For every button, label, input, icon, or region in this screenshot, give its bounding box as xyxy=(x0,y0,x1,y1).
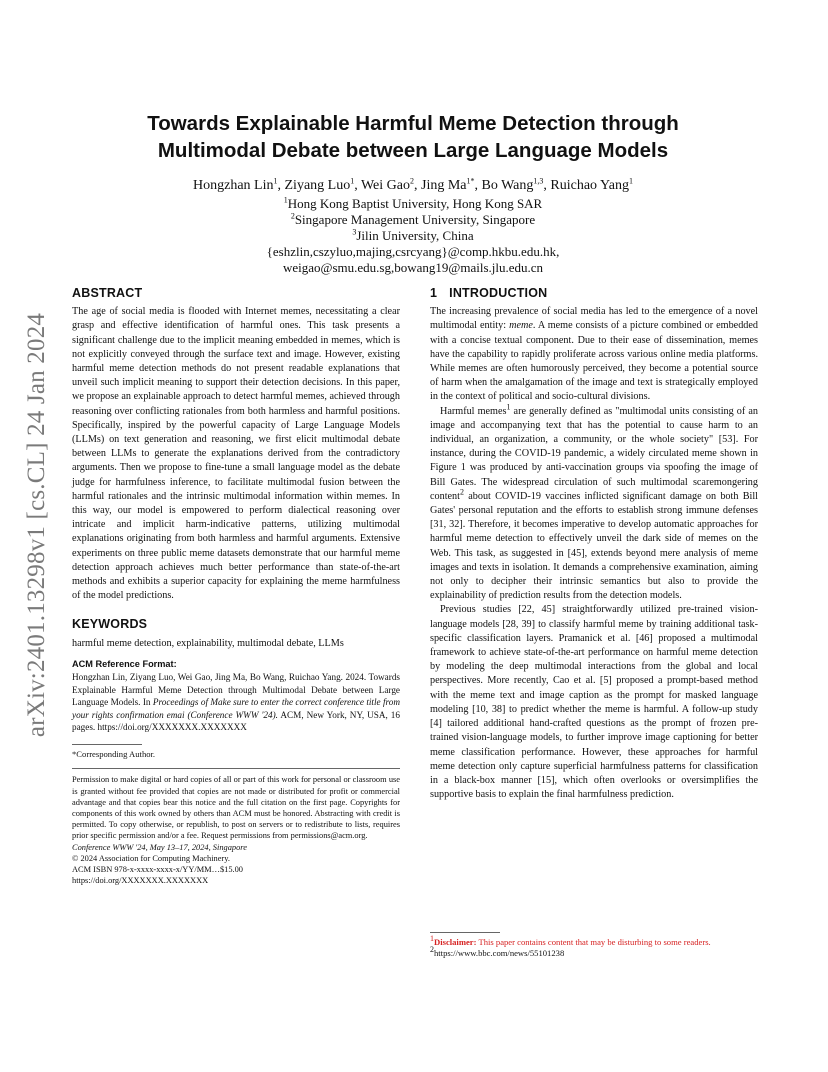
intro-paragraph-3: Previous studies [22, 45] straightforwardly utilized pre-trained vision-language models [28, 39] to classify harmful meme by training additional task-specific classification layers. Pramanick et al. [46] proposed a multimodal framework to achieve state-of-the-art performance on harmful meme detection by modeling the deep multimodal interactions from the global and local perspectives. More recently, Cao et al. [5] proposed a prompt-based method with the meme text and image caption as the prompt for masked language modeling [10, 38] to predict whether the meme is harmful. A follow-up study [4] tailored additional hand-crafted questions as the prompt of frozen pre-trained vision-language models, to further improve image captioning for better meme classification performance. However, these approaches for harmful meme detection only capture superficial harmfulness patterns for classification in a black-box manner [15], which often overlooks or oversimplifies the supportive basis to explain the final harmfulness prediction. xyxy=(430,604,758,801)
right-column xyxy=(430,286,758,802)
author-sup: 1 xyxy=(628,176,633,186)
bbc-news-link[interactable]: https://www.bbc.com/news/55101238 xyxy=(434,948,565,959)
disclaimer-footnote: $^1$Disclaimer: This paper contains content that may be disturbing to some readers. xyxy=(430,934,711,947)
footnote-rule xyxy=(430,932,500,933)
footnote-marker[interactable]: 1 xyxy=(506,402,511,412)
conference-line: Conference WWW '24, May 13–17, 2024, Singapore xyxy=(72,842,247,852)
title-line-2: Multimodal Debate between Large Language Models xyxy=(157,139,669,162)
permission-notice: Permission to make digital or hard copies of all or part of this work for personal or classroom use is granted without fee provided that copies are not made or distributed for profit or commercial advantage and that copies bear this notice and the full citation on the first page. Copyrights for components of this work owned by others than ACM must be honored. Abstracting with credit is permitted. To copy otherwise, or republish, to post on servers or to redistribute to lists, requires prior specific permission and/or a fee. Request permissions from permissions@acm.org. xyxy=(72,775,400,841)
author-sup: 2 xyxy=(410,176,414,186)
corresponding-author-note: *Corresponding Author. xyxy=(72,749,156,760)
author-list: Hongzhan Lin$^1$, Ziyang Luo$^1$, Wei Gao$^2$, Jing $Ma^{1*}$, Bo Wang$^{1,3}$, Ruichao Yang$^1$ xyxy=(193,176,633,193)
intro-paragraph-2: Harmful memes$^1$ are generally defined as "multimodal units consisting of an image and accompanying text that has the potential to cause harm to an individual, an organization, a community, or the whole society" [53]. For instance, during the COVID-19 pandemic, a widely circulated meme shown in Figure 1 was produced by anti-vaccination groups via spoofing the image of Bill Gates. The widespread circulation of such multimodal scaremongering content$^2$ about COVID-19 vaccines inflicted significant damage on both Bill Gates' personal reputation and the efforts to establish strong immune defenses [31, 32]. Therefore, it becomes imperative to develop automatic approaches for harmful meme detection to effectively unveil the dark side of memes on the Web. This task, as suggested in [45], extends beyond mere analysis of meme images and texts in isolation. It demands a comprehensive examination, aiming not only to decipher their intrinsic semantics but also to provide the explainability of prediction results from the detection models. xyxy=(430,402,759,602)
url-footnote: $^2$https://www.bbc.com/news/55101238 xyxy=(430,945,565,959)
author-name: Hongzhan Lin xyxy=(193,178,274,193)
intro-paragraph-1: The increasing prevalence of social media has led to the emergence of a novel multimodal entity: meme. A meme consists of a picture combined or embedded with a concise textual component. Due to their ease of dissemination, memes have the capability to rapidly proliferate across various online media platforms. While memes are often humorously perceived, they become a potential source of harm when the amalgamation of the image and text is strategically employed in the context of political and socio-cultural divisions. xyxy=(430,306,758,403)
author-sup: 1 xyxy=(350,176,355,186)
isbn-line: ACM ISBN 978-x-xxxx-xxxx-x/YY/MM…$15.00 xyxy=(72,865,243,875)
author-name: Ziyang Luo xyxy=(284,178,351,193)
affiliation: $^2$Singapore Management University, Singapore xyxy=(290,211,536,227)
permission-rule xyxy=(72,768,400,769)
introduction-heading: 1 INTRODUCTION xyxy=(430,286,548,300)
footnote-marker[interactable]: 2 xyxy=(460,487,464,497)
paper-title xyxy=(72,110,754,164)
author-sup: 1* xyxy=(466,176,475,186)
abstract-heading: ABSTRACT xyxy=(72,286,143,300)
author-sup: 1,3 xyxy=(533,176,544,186)
author-name: Wei Gao xyxy=(360,178,410,193)
keywords-heading: KEYWORDS xyxy=(72,617,148,632)
copyright-line: © 2024 Association for Computing Machinery. xyxy=(72,853,230,863)
acm-reference-heading: ACM Reference Format: xyxy=(72,658,177,669)
author-name: Bo Wang xyxy=(481,178,534,193)
keywords-text: harmful meme detection, explainability, multimodal debate, LLMs xyxy=(72,637,344,649)
arxiv-stamp xyxy=(12,292,62,758)
footnote-rule xyxy=(72,744,142,745)
doi-line: https://doi.org/XXXXXXX.XXXXXXX xyxy=(72,876,209,886)
left-column xyxy=(72,286,400,886)
arxiv-id: arXiv:2401.13298v1 [cs.CL] 24 Jan 2024 xyxy=(23,312,50,738)
title-line-1: Towards Explainable Harmful Meme Detection through xyxy=(147,112,679,135)
author-sup: 1 xyxy=(273,176,278,186)
abstract-text: The age of social media is flooded with Internet memes, necessitating a clear grasp and effective identification of harmful ones. This task presents a significant challenge due to the implicit meaning embedded in memes, which is not explicitly conveyed through the surface text and image. However, existing harmful meme detection methods do not present readable explanations that unveil such implicit meaning to support their detection decisions. In this paper, we propose an explainable approach to detect harmful memes, achieved through reasoning over conflicting rationales from both harmless and harmful positions. Specifically, inspired by the powerful capacity of Large Language Models (LLMs) on text generation and reasoning, we first elicit multimodal debate between LLMs to generate the explanations derived from the contradictory arguments. Then we propose to fine-tune a small language model as the debate judge for harmfulness inference, to facilitate multimodal fusion between the harmful rationales and the intrinsic multimodal information within memes. In this way, our model is empowered to perform dialectical reasoning over intricate and implicit harm-indicative patterns, utilizing multimodal explanations originating from both harmless and harmful arguments. Extensive experiments on three public meme datasets demonstrate that our harmful meme detection approach achieves much better performance than state-of-the-art methods and exhibits a superior capacity for explaining the meme harmfulness of the model predictions. xyxy=(72,306,400,602)
affiliation: $^3$Jilin University, China xyxy=(352,227,474,243)
affiliation: $^1$Hong Kong Baptist University, Hong Kong SAR xyxy=(283,195,543,211)
author-block xyxy=(72,178,754,276)
email-line: weigao@smu.edu.sg,bowang19@mails.jlu.edu.cn xyxy=(282,260,544,275)
author-name: Jing Ma xyxy=(421,178,467,193)
author-name: Ruichao Yang xyxy=(550,178,629,193)
footnotes xyxy=(430,932,758,960)
email-line: {eshzlin,cszyluo,majing,csrcyang}@comp.hkbu.edu.hk, xyxy=(266,244,560,259)
acm-reference-text: Hongzhan Lin, Ziyang Luo, Wei Gao, Jing Ma, Bo Wang, Ruichao Yang. 2024. Towards Explainable Harmful Meme Detection through Multimodal Debate between Large Language Models. In Proceedings of Make sure to enter the correct conference title from your rights confirmation emai (Conference WWW '24). ACM, New York, NY, USA, 16 pages. https://doi.org/XXXXXXX.XXXXXXX xyxy=(72,672,401,733)
section-number: 1 xyxy=(430,286,438,300)
